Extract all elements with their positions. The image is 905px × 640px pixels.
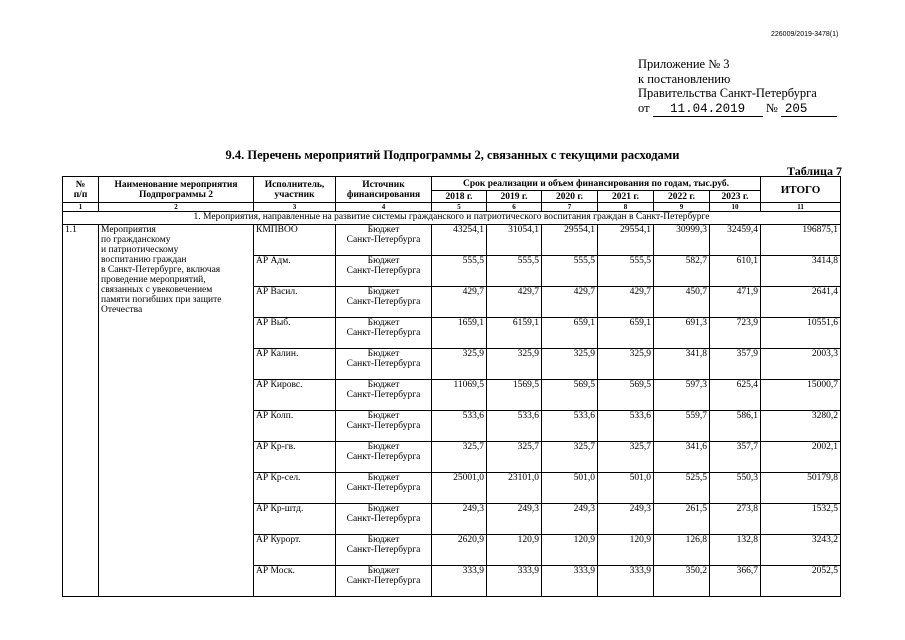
- year-value-cell: 120,9: [598, 535, 654, 566]
- item-index: 1.1: [63, 225, 99, 597]
- appendix-line-1: Приложение № 3: [638, 57, 730, 71]
- header-year-6: 2023 г.: [710, 191, 761, 203]
- total-cell: 3243,2: [761, 535, 841, 566]
- appendix-block: [638, 57, 838, 117]
- year-value-cell: 659,1: [542, 318, 598, 349]
- source-cell: Бюджет Санкт-Петербурга: [336, 442, 432, 473]
- column-number-9: 9: [654, 203, 710, 212]
- column-number-1: 1: [63, 203, 99, 212]
- executor-cell: АР Колп.: [254, 411, 336, 442]
- source-cell: Бюджет Санкт-Петербурга: [336, 473, 432, 504]
- total-cell: 2003,3: [761, 349, 841, 380]
- column-number-6: 6: [487, 203, 542, 212]
- year-value-cell: 249,3: [542, 504, 598, 535]
- source-cell: Бюджет Санкт-Петербурга: [336, 349, 432, 380]
- year-value-cell: 341,6: [654, 442, 710, 473]
- appendix-number: 205: [781, 103, 837, 117]
- year-value-cell: 333,9: [598, 566, 654, 597]
- executor-cell: АР Кр-сел.: [254, 473, 336, 504]
- total-cell: 10551,6: [761, 318, 841, 349]
- column-number-8: 8: [598, 203, 654, 212]
- year-value-cell: 471,9: [710, 287, 761, 318]
- header-name: Наименование мероприятия Подпрограммы 2: [99, 177, 254, 203]
- header-executor: Исполнитель, участник: [254, 177, 336, 203]
- column-number-2: 2: [99, 203, 254, 212]
- appendix-number-label: №: [765, 100, 778, 115]
- total-cell: 15000,7: [761, 380, 841, 411]
- column-number-3: 3: [254, 203, 336, 212]
- year-value-cell: 533,6: [487, 411, 542, 442]
- header-year-1: 2018 г.: [432, 191, 487, 203]
- header-year-3: 2020 г.: [542, 191, 598, 203]
- year-value-cell: 555,5: [598, 256, 654, 287]
- year-value-cell: 625,4: [710, 380, 761, 411]
- year-value-cell: 569,5: [598, 380, 654, 411]
- year-value-cell: 555,5: [432, 256, 487, 287]
- year-value-cell: 610,1: [710, 256, 761, 287]
- year-value-cell: 325,9: [598, 349, 654, 380]
- year-value-cell: 261,5: [654, 504, 710, 535]
- column-number-10: 10: [710, 203, 761, 212]
- header-index: № п/п: [63, 177, 99, 203]
- year-value-cell: 429,7: [487, 287, 542, 318]
- year-value-cell: 350,2: [654, 566, 710, 597]
- page-title: 9.4. Перечень мероприятий Подпрограммы 2, связанных с текущими расходами: [225, 148, 680, 162]
- year-value-cell: 120,9: [487, 535, 542, 566]
- source-cell: Бюджет Санкт-Петербурга: [336, 411, 432, 442]
- column-number-11: 11: [761, 203, 841, 212]
- year-value-cell: 1659,1: [432, 318, 487, 349]
- source-cell: Бюджет Санкт-Петербурга: [336, 504, 432, 535]
- year-value-cell: 249,3: [598, 504, 654, 535]
- executor-cell: АР Кр-гв.: [254, 442, 336, 473]
- executor-cell: АР Кр-штд.: [254, 504, 336, 535]
- appendix-from-label: от: [638, 100, 650, 115]
- year-value-cell: 43254,1: [432, 225, 487, 256]
- year-value-cell: 30999,3: [654, 225, 710, 256]
- year-value-cell: 533,6: [542, 411, 598, 442]
- year-value-cell: 550,3: [710, 473, 761, 504]
- header-period: Срок реализации и объем финансирования по годам, тыс.руб.: [432, 177, 761, 191]
- year-value-cell: 325,9: [542, 349, 598, 380]
- source-cell: Бюджет Санкт-Петербурга: [336, 256, 432, 287]
- header-total: ИТОГО: [761, 177, 841, 203]
- total-cell: 3414,8: [761, 256, 841, 287]
- year-value-cell: 366,7: [710, 566, 761, 597]
- appendix-line-2: к постановлению: [638, 71, 731, 86]
- column-number-4: 4: [336, 203, 432, 212]
- year-value-cell: 429,7: [542, 287, 598, 318]
- year-value-cell: 325,7: [432, 442, 487, 473]
- source-cell: Бюджет Санкт-Петербурга: [336, 225, 432, 256]
- header-source: Источник финансирования: [336, 177, 432, 203]
- year-value-cell: 249,3: [432, 504, 487, 535]
- source-cell: Бюджет Санкт-Петербурга: [336, 380, 432, 411]
- total-cell: 2641,4: [761, 287, 841, 318]
- year-value-cell: 325,9: [487, 349, 542, 380]
- year-value-cell: 429,7: [432, 287, 487, 318]
- year-value-cell: 597,3: [654, 380, 710, 411]
- total-cell: 196875,1: [761, 225, 841, 256]
- appendix-date: 11.04.2019: [653, 103, 763, 117]
- item-name: Мероприятия по гражданскому и патриотическому воспитанию граждан в Санкт-Петербурге, включая проведение мероприятий, связанных с увековечением памяти погибших при защите Отечества: [99, 225, 254, 597]
- table-label: Таблица 7: [787, 164, 842, 178]
- year-value-cell: 2620,9: [432, 535, 487, 566]
- year-value-cell: 555,5: [542, 256, 598, 287]
- year-value-cell: 533,6: [598, 411, 654, 442]
- year-value-cell: 29554,1: [542, 225, 598, 256]
- year-value-cell: 120,9: [542, 535, 598, 566]
- year-value-cell: 341,8: [654, 349, 710, 380]
- appendix-line-3: Правительства Санкт-Петербурга: [638, 86, 817, 100]
- year-value-cell: 659,1: [598, 318, 654, 349]
- year-value-cell: 11069,5: [432, 380, 487, 411]
- executor-cell: АР Калин.: [254, 349, 336, 380]
- total-cell: 50179,8: [761, 473, 841, 504]
- year-value-cell: 132,8: [710, 535, 761, 566]
- total-cell: 2052,5: [761, 566, 841, 597]
- table-row: [63, 225, 841, 256]
- year-value-cell: 6159,1: [487, 318, 542, 349]
- source-cell: Бюджет Санкт-Петербурга: [336, 318, 432, 349]
- column-number-5: 5: [432, 203, 487, 212]
- year-value-cell: 429,7: [598, 287, 654, 318]
- year-value-cell: 23101,0: [487, 473, 542, 504]
- year-value-cell: 1569,5: [487, 380, 542, 411]
- source-cell: Бюджет Санкт-Петербурга: [336, 566, 432, 597]
- year-value-cell: 559,7: [654, 411, 710, 442]
- section-title: 1. Мероприятия, направленные на развитие системы гражданского и патриотического воспитания граждан в Санкт-Петербурге: [63, 212, 841, 225]
- executor-cell: АР Васил.: [254, 287, 336, 318]
- year-value-cell: 333,9: [487, 566, 542, 597]
- year-value-cell: 249,3: [487, 504, 542, 535]
- total-cell: 1532,5: [761, 504, 841, 535]
- year-value-cell: 555,5: [487, 256, 542, 287]
- header-year-2: 2019 г.: [487, 191, 542, 203]
- executor-cell: АР Кировс.: [254, 380, 336, 411]
- total-cell: 2002,1: [761, 442, 841, 473]
- year-value-cell: 325,9: [432, 349, 487, 380]
- year-value-cell: 273,8: [710, 504, 761, 535]
- year-value-cell: 333,9: [432, 566, 487, 597]
- year-value-cell: 582,7: [654, 256, 710, 287]
- source-cell: Бюджет Санкт-Петербурга: [336, 535, 432, 566]
- year-value-cell: 501,0: [598, 473, 654, 504]
- header-year-5: 2022 г.: [654, 191, 710, 203]
- year-value-cell: 691,3: [654, 318, 710, 349]
- year-value-cell: 333,9: [542, 566, 598, 597]
- year-value-cell: 586,1: [710, 411, 761, 442]
- year-value-cell: 325,7: [598, 442, 654, 473]
- year-value-cell: 525,5: [654, 473, 710, 504]
- year-value-cell: 569,5: [542, 380, 598, 411]
- table-header: [63, 177, 841, 212]
- year-value-cell: 126,8: [654, 535, 710, 566]
- document-code: 226009/2019-3478(1): [771, 31, 839, 38]
- year-value-cell: 25001,0: [432, 473, 487, 504]
- year-value-cell: 357,7: [710, 442, 761, 473]
- year-value-cell: 29554,1: [598, 225, 654, 256]
- year-value-cell: 31054,1: [487, 225, 542, 256]
- executor-cell: АР Курорт.: [254, 535, 336, 566]
- year-value-cell: 32459,4: [710, 225, 761, 256]
- source-cell: Бюджет Санкт-Петербурга: [336, 287, 432, 318]
- year-value-cell: 533,6: [432, 411, 487, 442]
- executor-cell: АР Выб.: [254, 318, 336, 349]
- executor-cell: АР Адм.: [254, 256, 336, 287]
- executor-cell: АР Моск.: [254, 566, 336, 597]
- column-number-7: 7: [542, 203, 598, 212]
- total-cell: 3280,2: [761, 411, 841, 442]
- year-value-cell: 501,0: [542, 473, 598, 504]
- year-value-cell: 723,9: [710, 318, 761, 349]
- year-value-cell: 325,7: [542, 442, 598, 473]
- year-value-cell: 357,9: [710, 349, 761, 380]
- executor-cell: КМПВОО: [254, 225, 336, 256]
- year-value-cell: 325,7: [487, 442, 542, 473]
- table-body: [63, 212, 841, 597]
- header-year-4: 2021 г.: [598, 191, 654, 203]
- appendix-signature-line: [638, 101, 838, 117]
- activities-table: [62, 176, 841, 597]
- year-value-cell: 450,7: [654, 287, 710, 318]
